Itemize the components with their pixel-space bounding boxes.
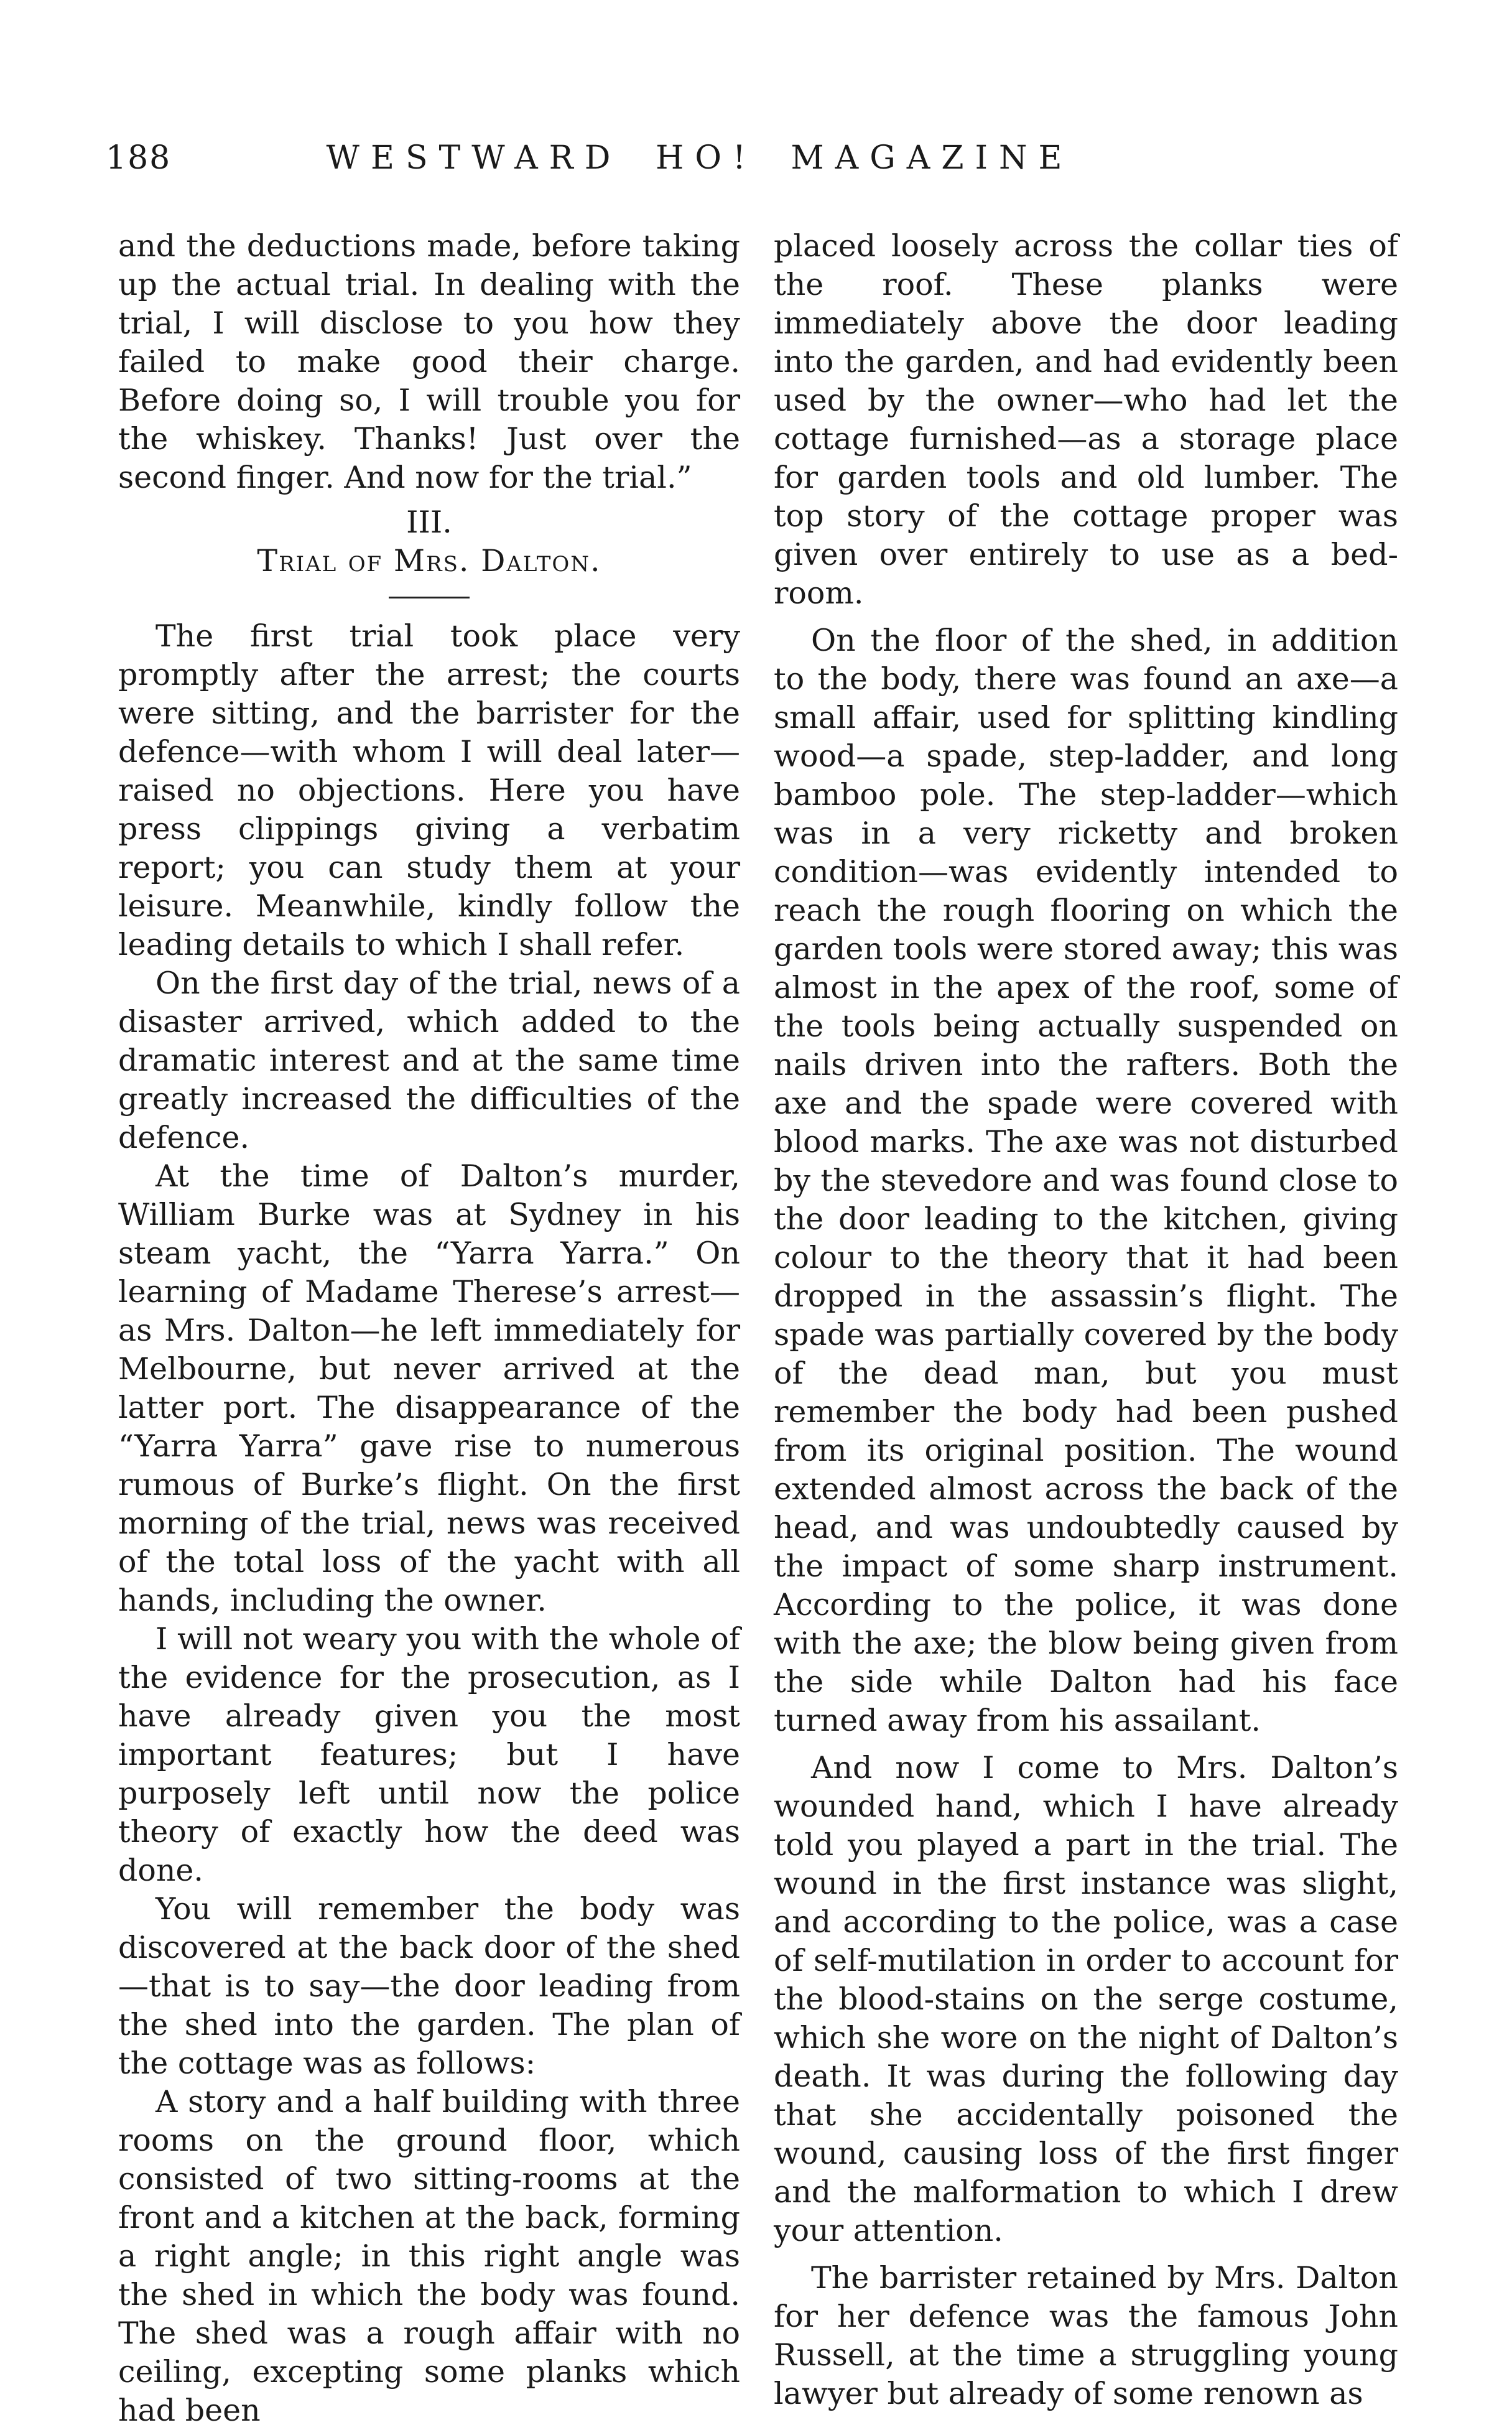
left-column xyxy=(118,227,740,2430)
section-divider xyxy=(389,597,470,598)
paragraph: The barrister retained by Mrs. Dalton for her defence was the famous John Russell, at the time a struggling young lawyer but already of some renown as xyxy=(774,2260,1398,2411)
paragraph: The first trial took place very promptly after the arrest; the courts were sitting, and the barrister for the defence—with whom I will deal later—raised no objections. Here you have press clippings giving a verbatim report; you can study them at your leisure. Meanwhile, kindly follow the leading details to which I shall refer. xyxy=(118,618,740,962)
running-title: WESTWARD HO! MAGAZINE xyxy=(326,139,1074,177)
paragraph: I will not weary you with the whole of the evidence for the prosecution, as I have already given you the most important features; but I have purposely left until now the police theory of exactly how the deed was done. xyxy=(118,1621,740,1888)
paragraph-continuation: and the deductions made, before taking up the actual trial. In dealing with the trial, I will disclose to you how they failed to make good their charge. Before doing so, I will trouble you for the whiskey. Thanks! Just over the second finger. And now for the trial.” xyxy=(118,228,740,495)
paragraph-continuation: placed loosely across the collar ties of the roof. These planks were immediately above the door leading into the garden, and had evidently been used by the owner—who had let the cottage furnished—as a storage place for garden tools and old lumber. The top story of the cottage proper was given over entirely to use as a bed-room. xyxy=(774,228,1398,611)
page-header xyxy=(106,139,1406,195)
page-number: 188 xyxy=(106,139,172,177)
paragraph: And now I come to Mrs. Dalton’s wounded hand, which I have already told you played a part in the trial. The wound in the first instance was slight, and according to the police, was a case of self-mutilation in order to account for the blood-stains on the serge costume, which she wore on the night of Dalton’s death. It was during the following day that she accidentally poisoned the wound, causing loss of the first finger and the malformation to which I drew your attention. xyxy=(774,1750,1398,2248)
paragraph: On the first day of the trial, news of a disaster arrived, which added to the dramatic interest and at the same time greatly increased the difficulties of the defence. xyxy=(118,966,740,1155)
paragraph: On the floor of the shed, in addition to the body, there was found an axe—a small affair, used for splitting kindling wood—a spade, step-ladder, and long bamboo pole. The step-ladder—which was in a very ricketty and broken condition—was evidently intended to reach the rough flooring on which the garden tools were stored away; this was almost in the apex of the roof, some of the tools being actually suspended on nails driven into the rafters. Both the axe and the spade were covered with blood marks. The axe was not disturbed by the stevedore and was found close to the door leading to the kitchen, giving colour to the theory that it had been dropped in the assassin’s flight. The spade was partially covered by the body of the dead man, but you must remember the body had been pushed from its original position. The wound extended almost across the back of the head, and was undoubtedly caused by the impact of some sharp instrument. According to the police, it was done with the axe; the blow being given from the side while Dalton had his face turned away from his assailant. xyxy=(774,623,1398,1738)
right-column xyxy=(774,227,1398,2413)
section-number: III. xyxy=(406,505,452,540)
section-title: Trial of Mrs. Dalton. xyxy=(257,543,601,579)
paragraph: A story and a half building with three rooms on the ground floor, which consisted of two sitting-rooms at the front and a kitchen at the back, forming a right angle; in this right angle was the shed in which the body was found. The shed was a rough affair with no ceiling, excepting some planks which had been xyxy=(118,2084,740,2428)
paragraph: At the time of Dalton’s murder, William Burke was at Sydney in his steam yacht, the “Yarra Yarra.” On learning of Madame Therese’s arrest—as Mrs. Dalton—he left immediately for Melbourne, but never arrived at the latter port. The disappearance of the “Yarra Yarra” gave rise to numerous rumous of Burke’s flight. On the first morning of the trial, news was received of the total loss of the yacht with all hands, including the owner. xyxy=(118,1158,740,1618)
paragraph: You will remember the body was discovered at the back door of the shed—that is to say—the door leading from the shed into the garden. The plan of the cottage was as follows: xyxy=(118,1891,740,2081)
